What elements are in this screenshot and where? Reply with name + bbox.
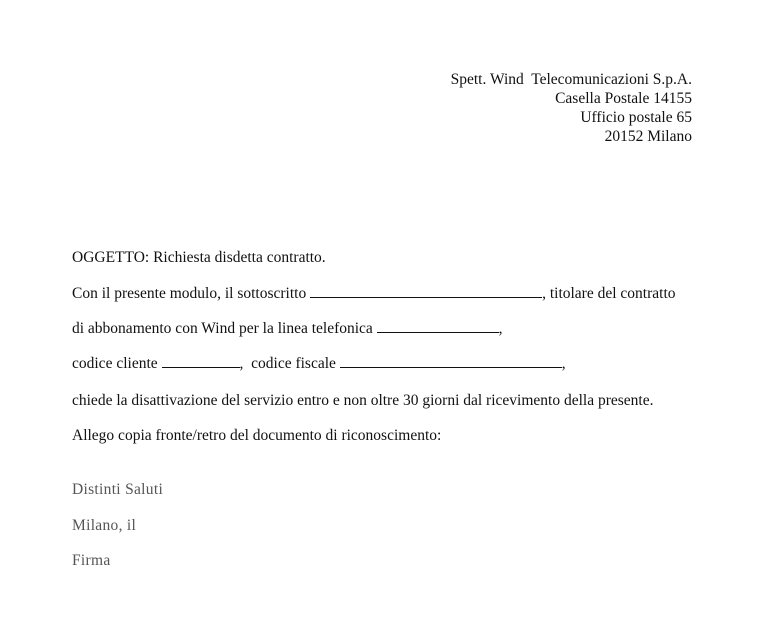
- body-line-3-text-c: ,: [561, 355, 566, 372]
- body-line-2-text-a: di abbonamento con Wind per la linea telefonica: [72, 320, 373, 337]
- subject-line: OGGETTO: Richiesta disdetta contratto.: [72, 249, 326, 266]
- closing-place-date: Milano, il: [72, 517, 137, 534]
- body-line-5: Allego copia fronte/retro del documento di riconoscimento:: [72, 427, 442, 444]
- closing-greeting: Distinti Saluti: [72, 481, 164, 498]
- body-line-2-text-b: ,: [498, 320, 503, 337]
- recipient-line-1: Spett. Wind Telecomunicazioni S.p.A.: [450, 71, 692, 88]
- recipient-line-3: Ufficio postale 65: [580, 109, 692, 126]
- body-line-3-text-b: , codice fiscale: [239, 355, 336, 372]
- recipient-line-2: Casella Postale 14155: [555, 90, 692, 107]
- body-line-3: [72, 355, 566, 373]
- body-line-1-text-b: , titolare del contratto: [542, 285, 676, 302]
- signatory-name-blank[interactable]: [310, 285, 542, 298]
- body-line-1-text-a: Con il presente modulo, il sottoscritto: [72, 285, 307, 302]
- body-line-2: [72, 320, 503, 338]
- phone-line-blank[interactable]: [377, 320, 499, 333]
- customer-code-blank[interactable]: [162, 355, 240, 368]
- closing-signature-label: Firma: [72, 552, 111, 569]
- body-line-3-text-a: codice cliente: [72, 355, 158, 372]
- recipient-line-4: 20152 Milano: [604, 128, 692, 145]
- tax-code-blank[interactable]: [340, 355, 562, 368]
- body-line-4: chiede la disattivazione del servizio entro e non oltre 30 giorni dal ricevimento della presente.: [72, 392, 654, 409]
- body-line-1: [72, 285, 676, 303]
- recipient-address: [451, 70, 692, 146]
